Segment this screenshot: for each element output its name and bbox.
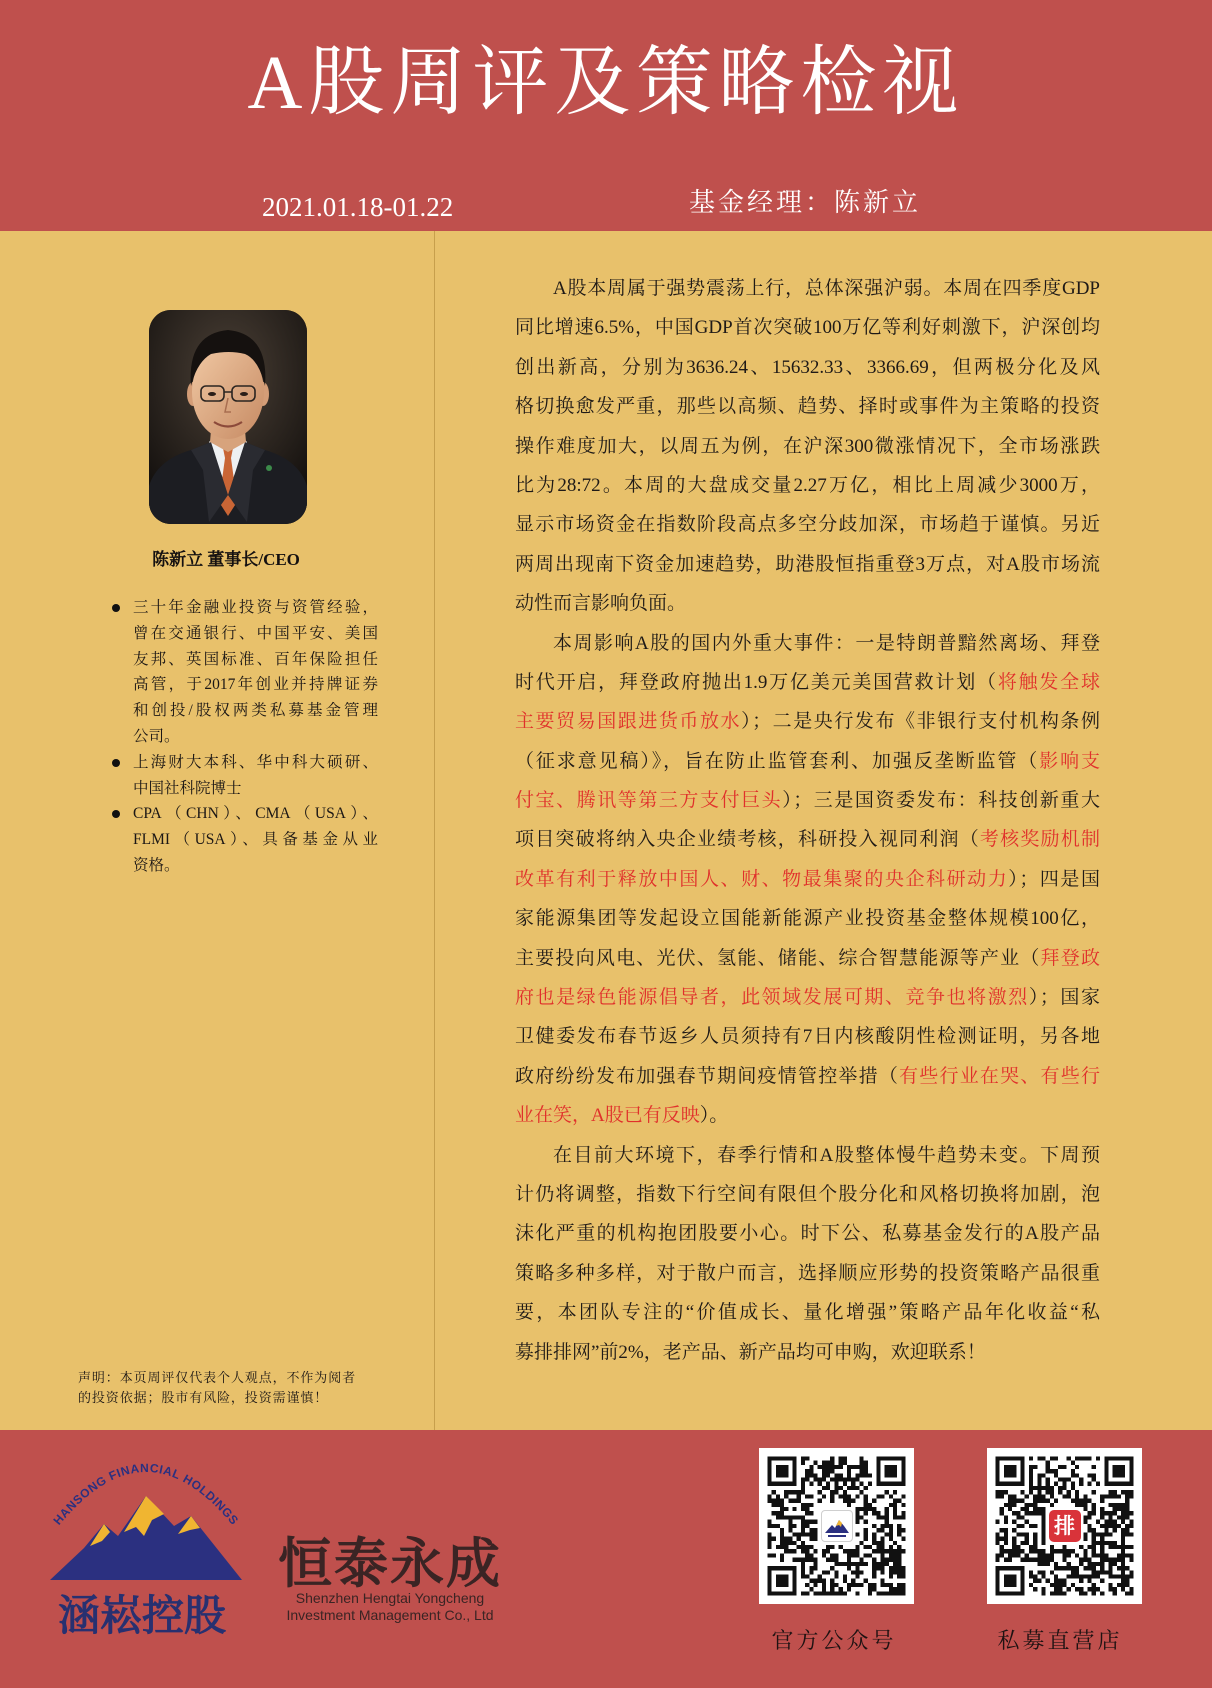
bullet-line: FLMI（USA）、具备基金从业 xyxy=(133,831,378,849)
highlight-text: 改革有利于释放中国人、财、物最集聚的央企科研动力 xyxy=(515,868,1009,890)
mountain-logo-icon xyxy=(822,1511,852,1541)
article-line xyxy=(515,742,1100,781)
body-text: 募排排网”前2%，老产品、新产品均可申购，欢迎联系！ xyxy=(515,1341,986,1363)
disclaimer-line: 声明：本页周评仅代表个人观点，不作为阅者 xyxy=(78,1370,357,1385)
article-line xyxy=(515,663,1100,702)
direct-store-qr-code xyxy=(987,1448,1142,1604)
qr-center-logo xyxy=(821,1510,853,1542)
highlight-text: 业在笑，A股已有反映 xyxy=(515,1105,700,1127)
article-line xyxy=(515,939,1100,978)
bullet-line: 和创投/股权两类私募基金管理 xyxy=(133,702,378,720)
bullet-line: 资格。 xyxy=(133,856,180,874)
bullet-item xyxy=(133,750,378,802)
article-line xyxy=(515,427,1100,466)
body-text: 项目突破将纳入央企业绩考核，科研投入视同利润（ xyxy=(515,829,980,851)
article-line xyxy=(515,781,1100,820)
body-text: ）。 xyxy=(699,1105,729,1127)
official-account-qr-code xyxy=(759,1448,914,1604)
body-text: A股本周属于强势震荡上行，总体深强沪弱。本周在四季度GDP xyxy=(553,278,1100,299)
bullet-line: 公司。 xyxy=(133,727,180,745)
qr-center-logo: 排 xyxy=(1049,1510,1081,1542)
bullet-line: CPA（CHN）、CMA（USA）、 xyxy=(133,805,378,823)
bullet-line: 中国社科院博士 xyxy=(133,779,242,797)
article-line xyxy=(515,1293,1100,1332)
article-line xyxy=(515,860,1100,899)
body-text: 操作难度加大，以周五为例，在沪深300微涨情况下，全市场涨跌 xyxy=(515,435,1100,457)
column-divider xyxy=(434,231,435,1430)
body-text: 本周影响A股的国内外重大事件：一是特朗普黯然离场、拜登 xyxy=(553,632,1100,654)
portrait-image xyxy=(149,310,307,524)
body-text: 两周出现南下资金加速趋势，助港股恒指重登3万点，对A股市场流 xyxy=(515,553,1100,575)
mountain-logo-icon xyxy=(50,1496,242,1580)
bullet-line: 高管，于2017年创业并持牌证券 xyxy=(133,676,378,694)
bullet-item xyxy=(133,595,378,750)
logo-arc-text: HANSONG FINANCIAL HOLDINGS xyxy=(50,1460,242,1528)
bullet-dot-icon xyxy=(112,759,120,767)
weekly-review-article xyxy=(515,269,1100,1372)
qr-label-direct-store: 私募直营店 xyxy=(997,1628,1123,1653)
highlight-text: 有些行业在哭、有些行 xyxy=(899,1065,1100,1087)
body-text: 政府纷纷发布加强春节期间疫情管控举措（ xyxy=(515,1065,900,1087)
body-text: 家能源集团等发起设立国能新能源产业投资基金整体规模100亿， xyxy=(515,908,1100,930)
article-line xyxy=(515,1136,1100,1175)
article-line xyxy=(515,545,1100,584)
article-line xyxy=(515,1017,1100,1056)
profile-name-title: 陈新立 董事长/CEO xyxy=(152,550,300,569)
body-text: （征求意见稿）》，旨在防止监管套利、加强反垄断监管（ xyxy=(515,750,1040,772)
highlight-text: 主要贸易国跟进货币放水 xyxy=(515,711,742,733)
article-line xyxy=(515,1254,1100,1293)
body-text: ）；四是国 xyxy=(1008,868,1100,890)
bullet-line: 上海财大本科、华中科大硕研、 xyxy=(133,753,378,771)
body-text: 要，本团队专注的“价值成长、量化增强”策略产品年化收益“私 xyxy=(515,1302,1100,1324)
body-text: ）；三是国资委发布：科技创新重大 xyxy=(782,790,1100,812)
bullet-line: 曾在交通银行、中国平安、美国 xyxy=(133,624,378,642)
article-line xyxy=(515,1057,1100,1096)
article-line xyxy=(515,820,1100,859)
article-line xyxy=(515,1096,1100,1135)
qr-label-official-account: 官方公众号 xyxy=(771,1628,897,1653)
article-line xyxy=(515,1214,1100,1253)
disclaimer xyxy=(78,1368,378,1407)
header-banner xyxy=(0,0,1212,231)
highlight-text: 府也是绿色能源倡导者，此领域发展可期、竞争也将激烈 xyxy=(515,987,1029,1009)
body-text: 格切换愈发严重，那些以高频、趋势、择时或事件为主策略的投资 xyxy=(515,396,1100,418)
highlight-text: 考核奖励机制 xyxy=(979,829,1100,851)
ceo-photo xyxy=(149,310,307,524)
body-text: 主要投向风电、光伏、氢能、储能、综合智慧能源等产业（ xyxy=(515,947,1041,969)
article-line xyxy=(515,978,1100,1017)
disclaimer-line: 的投资依据；股市有风险，投资需谨慎！ xyxy=(78,1389,329,1405)
article-line xyxy=(515,702,1100,741)
company-english-line: Investment Management Co., Ltd xyxy=(286,1607,494,1623)
company-english-line: Shenzhen Hengtai Yongcheng xyxy=(295,1590,485,1606)
company-chinese-name: 恒泰永成 xyxy=(278,1534,502,1594)
article-line xyxy=(515,269,1100,308)
body-text: 显示市场资金在指数阶段高点多空分歧加深，市场趋于谨慎。另近 xyxy=(515,514,1100,536)
article-line xyxy=(515,348,1100,387)
highlight-text: 拜登政 xyxy=(1040,947,1100,969)
company-english-name xyxy=(262,1590,518,1624)
fund-manager: 基金经理：陈新立 xyxy=(689,188,922,217)
body-text: 策略多种多样，对于散户而言，选择顺应形势的投资策略产品很重 xyxy=(515,1262,1100,1284)
bullet-line: 友邦、英国标准、百年保险担任 xyxy=(133,650,378,668)
body-text: 卫健委发布春节返乡人员须持有7日内核酸阴性检测证明，另各地 xyxy=(515,1026,1100,1048)
article-line xyxy=(515,466,1100,505)
body-text: 在目前大环境下，春季行情和A股整体慢牛趋势未变。下周预 xyxy=(553,1144,1100,1166)
body-text: 同比增速6.5%，中国GDP首次突破100万亿等利好刺激下，沪深创均 xyxy=(515,317,1100,339)
bullet-item xyxy=(133,801,378,878)
body-text: 比为28:72。本周的大盘成交量2.27万亿，相比上周减少3000万， xyxy=(515,474,1100,496)
bullet-dot-icon xyxy=(112,604,120,612)
logo-name: 涵崧控股 xyxy=(57,1591,227,1640)
page-title: A股周评及策略检视 xyxy=(247,41,965,125)
article-line xyxy=(515,1175,1100,1214)
article-line xyxy=(515,308,1100,347)
highlight-text: 付宝、腾讯等第三方支付巨头 xyxy=(515,790,783,812)
date-range: 2021.01.18-01.22 xyxy=(262,192,454,222)
article-line xyxy=(515,899,1100,938)
article-line xyxy=(515,624,1100,663)
body-text: ）；国家 xyxy=(1028,987,1100,1009)
body-text: ）；二是央行发布《非银行支付机构条例 xyxy=(741,711,1100,733)
body-text: 计仍将调整，指数下行空间有限但个股分化和风格切换将加剧，泡 xyxy=(515,1183,1100,1205)
bullet-dot-icon xyxy=(112,810,120,818)
highlight-text: 影响支 xyxy=(1039,750,1100,772)
article-line xyxy=(515,387,1100,426)
body-text: 沫化严重的机构抱团股要小心。时下公、私募基金发行的A股产品 xyxy=(515,1223,1100,1245)
bullet-line: 三十年金融业投资与资管经验， xyxy=(133,599,378,616)
body-text: 动性而言影响负面。 xyxy=(515,593,687,615)
article-line xyxy=(515,505,1100,544)
article-line xyxy=(515,584,1100,623)
highlight-text: 将触发全球 xyxy=(997,671,1100,693)
article-line xyxy=(515,1333,1100,1372)
body-text: 创出新高，分别为3636.24、15632.33、3366.69，但两极分化及风 xyxy=(515,356,1100,378)
body-text: 时代开启，拜登政府抛出1.9万亿美元美国营救计划（ xyxy=(515,671,998,693)
hansong-logo xyxy=(46,1452,246,1642)
profile-bullets xyxy=(133,595,378,879)
